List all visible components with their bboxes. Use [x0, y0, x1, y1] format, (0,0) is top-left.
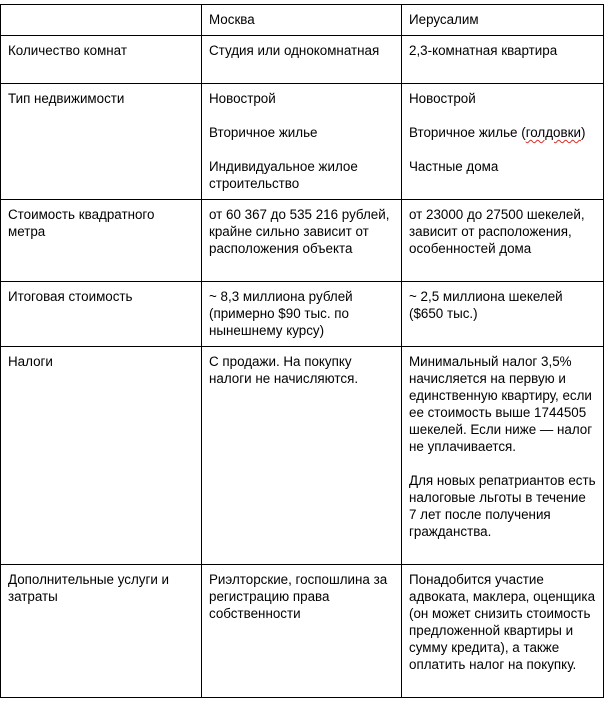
cell-moscow-taxes: С продажи. На покупку налоги не начисляются.: [202, 347, 402, 565]
table-row-property-type: [1, 84, 604, 200]
cell-moscow-extra-costs: Риэлторские, госпошлина за регистрацию права собственности: [202, 565, 402, 698]
cell-moscow-total-price: ~ 8,3 миллиона рублей (примерно $90 тыс. по нынешнему курсу): [202, 282, 402, 347]
comparison-table: [0, 4, 604, 698]
row-label-total-price: Итоговая стоимость: [1, 282, 202, 347]
table-row-taxes: [1, 347, 604, 565]
moscow-type-individual: Индивидуальное жилое строительство: [209, 159, 358, 191]
jerusalem-tax-rate: Минимальный налог 3,5% начисляется на первую и единственную квартиру, если ее стоимость выше 1744505 шекелей. Если ниже — налог не уплачивается.: [409, 354, 593, 454]
table-row-rooms: [1, 36, 604, 84]
cell-jerusalem-total-price: ~ 2,5 миллиона шекелей ($650 тыс.): [402, 282, 604, 347]
row-label-sqm-price: Стоимость квадратного метра: [1, 200, 202, 282]
table-row-extra-costs: [1, 565, 604, 698]
cell-moscow-property-type: [202, 84, 402, 200]
cell-jerusalem-rooms: 2,3-комнатная квартира: [402, 36, 604, 84]
jerusalem-type-new-build: Новострой: [409, 91, 476, 106]
jerusalem-type-secondary: [409, 124, 596, 141]
jerusalem-type-secondary-close: ): [580, 125, 586, 140]
jerusalem-type-private: Частные дома: [409, 159, 499, 174]
row-label-extra-costs: Дополнительные услуги и затраты: [1, 565, 202, 698]
header-cell-moscow: Москва: [202, 5, 402, 36]
header-cell-empty: [1, 5, 202, 36]
jerusalem-type-secondary-text: Вторичное жилье (: [409, 125, 526, 140]
moscow-type-new-build: Новострой: [209, 91, 276, 106]
row-label-rooms: Количество комнат: [1, 36, 202, 84]
cell-jerusalem-sqm-price: от 23000 до 27500 шекелей, зависит от расположения, особенностей дома: [402, 200, 604, 282]
jerusalem-tax-benefits: Для новых репатриантов есть налоговые льготы в течение 7 лет после получения гражданства.: [409, 473, 596, 539]
row-label-taxes: Налоги: [1, 347, 202, 565]
cell-jerusalem-extra-costs: Понадобится участие адвоката, маклера, оценщика (он может снизить стоимость предложенной квартиры и сумму кредита), а также оплатить налог на покупку.: [402, 565, 604, 698]
cell-moscow-rooms: Студия или однокомнатная: [202, 36, 402, 84]
cell-moscow-sqm-price: от 60 367 до 535 216 рублей, крайне сильно зависит от расположения объекта: [202, 200, 402, 282]
moscow-type-secondary: Вторичное жилье: [209, 125, 318, 140]
spellcheck-word[interactable]: голдовки: [525, 125, 581, 140]
row-label-property-type: Тип недвижимости: [1, 84, 202, 200]
table-row-total-price: [1, 282, 604, 347]
cell-jerusalem-taxes: [402, 347, 604, 565]
cell-jerusalem-property-type: [402, 84, 604, 200]
header-cell-jerusalem: Иерусалим: [402, 5, 604, 36]
header-row: [1, 5, 604, 36]
table-row-sqm-price: [1, 200, 604, 282]
